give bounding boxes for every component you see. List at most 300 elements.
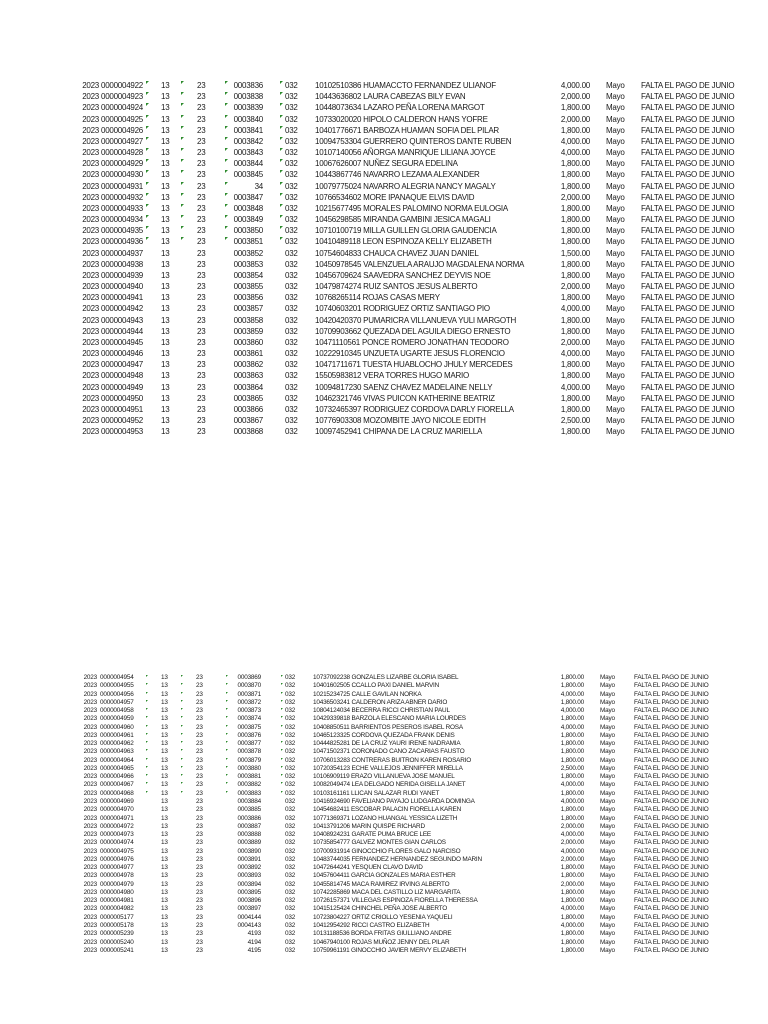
month-cell: Mayo — [600, 806, 615, 814]
year-cell: 2023 — [83, 946, 97, 954]
observation-cell: FALTA EL PAGO DE JUNIO — [634, 913, 709, 921]
document-number-cell: 0000004969 — [100, 797, 134, 805]
receipt-number-cell: 0003849 — [233, 215, 263, 225]
table-row — [0, 315, 768, 326]
code-23-cell: 23 — [196, 797, 203, 805]
document-number-cell: 0000004931 — [101, 181, 143, 191]
ruc-name-cell: 10483744035 FERNANDEZ HERNANDEZ SEGUNDO MARIN — [313, 855, 482, 863]
table-row — [0, 158, 768, 169]
observation-cell: FALTA EL PAGO DE JUNIO — [641, 237, 735, 247]
year-cell: 2023 — [82, 349, 99, 359]
table-row — [0, 270, 768, 281]
ruc-name-cell: 10759961191 GINOCCHIO JAVIER MERVY ELIZABETH — [313, 946, 467, 954]
amount-cell: 1,800.00 — [560, 371, 590, 381]
code-032-cell: 032 — [285, 404, 298, 414]
ruc-name-cell: 10408924231 GARATE PUMA BRUCE LEE — [313, 831, 431, 839]
code-23-cell: 23 — [196, 897, 203, 905]
observation-cell: FALTA EL PAGO DE JUNIO — [641, 304, 735, 314]
amount-cell: 2,500.00 — [560, 416, 590, 426]
receipt-number-cell: 0003884 — [237, 797, 261, 805]
year-cell: 2023 — [82, 215, 99, 225]
amount-cell: 1,800.00 — [560, 203, 590, 213]
ruc-name-cell: 10776903308 MOZOMBITE JAYO NICOLE EDITH — [315, 416, 486, 426]
document-number-cell: 0000005239 — [100, 930, 134, 938]
observation-cell: FALTA EL PAGO DE JUNIO — [641, 427, 735, 437]
year-cell: 2023 — [82, 393, 99, 403]
table-row — [0, 114, 768, 125]
ruc-name-cell: 10804124034 BECERRA RICCI CHRISTIAN PAUL — [313, 707, 450, 715]
table-row — [0, 806, 768, 814]
code-13-cell: 13 — [161, 707, 168, 715]
table-row — [0, 393, 768, 404]
document-number-cell: 0000004929 — [101, 159, 143, 169]
month-cell: Mayo — [606, 92, 625, 102]
receipt-number-cell: 0003874 — [237, 715, 261, 723]
observation-cell: FALTA EL PAGO DE JUNIO — [641, 282, 735, 292]
observation-cell: FALTA EL PAGO DE JUNIO — [641, 159, 735, 169]
ruc-name-cell: 10462321746 VIVAS PUICON KATHERINE BEATRIZ — [315, 393, 495, 403]
table-row — [0, 348, 768, 359]
observation-cell: FALTA EL PAGO DE JUNIO — [634, 748, 709, 756]
ruc-name-cell: 10479874274 RUIZ SANTOS JESUS ALBERTO — [315, 282, 478, 292]
year-cell: 2023 — [82, 136, 99, 146]
ruc-name-cell: 10732465397 RODRIGUEZ CORDOVA DARLY FIORELLA — [315, 404, 514, 414]
amount-cell: 1,800.00 — [560, 740, 584, 748]
ruc-name-cell: 10415125424 CHINCHEL PEÑA JOSE ALBERTO — [313, 905, 448, 913]
code-13-cell: 13 — [161, 930, 168, 938]
month-cell: Mayo — [606, 159, 625, 169]
ruc-name-cell: 10215234725 CALLE GAVILAN NORKA — [313, 690, 422, 698]
code-032-cell: 032 — [285, 293, 298, 303]
receipt-number-cell: 0003848 — [233, 203, 263, 213]
code-23-cell: 23 — [196, 930, 203, 938]
code-13-cell: 13 — [161, 822, 168, 830]
ruc-name-cell: 10420420370 PUMARICRA VILLANUEVA YULI MARGOTH — [315, 315, 516, 325]
code-23-cell: 23 — [196, 822, 203, 830]
ruc-name-cell: 10455814745 MACA RAMIREZ IRVING ALBERTO — [313, 880, 450, 888]
code-032-cell: 032 — [285, 125, 298, 135]
receipt-number-cell: 0003886 — [237, 814, 261, 822]
receipt-number-cell: 0003853 — [233, 259, 263, 269]
code-032-cell: 032 — [285, 839, 296, 847]
document-number-cell: 0000004935 — [101, 226, 143, 236]
ruc-name-cell: 10471502371 CORONADO CANO ZACARIAS FAUSTO — [313, 748, 465, 756]
observation-cell: FALTA EL PAGO DE JUNIO — [641, 270, 735, 280]
document-number-cell: 0000004968 — [100, 789, 134, 797]
year-cell: 2023 — [82, 103, 99, 113]
code-13-cell: 13 — [161, 847, 168, 855]
code-032-cell: 032 — [285, 337, 298, 347]
table-row — [0, 757, 768, 765]
month-cell: Mayo — [606, 203, 625, 213]
code-23-cell: 23 — [196, 773, 203, 781]
amount-cell: 1,800.00 — [560, 888, 584, 896]
receipt-number-cell: 0003860 — [233, 337, 263, 347]
observation-cell: FALTA EL PAGO DE JUNIO — [641, 114, 735, 124]
code-23-cell: 23 — [197, 326, 206, 336]
ruc-name-cell: 10471110561 PONCE ROMERO JONATHAN TEODORO — [315, 337, 509, 347]
observation-cell: FALTA EL PAGO DE JUNIO — [634, 839, 709, 847]
amount-cell: 4,000.00 — [560, 797, 584, 805]
ruc-name-cell: 10456298585 MIRANDA GAMBINI JESICA MAGALI — [315, 215, 491, 225]
receipt-number-cell: 0003845 — [233, 170, 263, 180]
code-23-cell: 23 — [197, 237, 206, 247]
observation-cell: FALTA EL PAGO DE JUNIO — [634, 806, 709, 814]
document-number-cell: 0000004982 — [100, 905, 134, 913]
observation-cell: FALTA EL PAGO DE JUNIO — [634, 707, 709, 715]
amount-cell: 4,000.00 — [560, 905, 584, 913]
year-cell: 2023 — [82, 81, 99, 90]
code-13-cell: 13 — [161, 349, 170, 359]
code-032-cell: 032 — [285, 360, 298, 370]
code-23-cell: 23 — [196, 740, 203, 748]
table-row — [0, 914, 768, 922]
table-row — [0, 930, 768, 938]
amount-cell: 1,800.00 — [560, 360, 590, 370]
ruc-name-cell: 10742285869 MACA DEL CASTILLO LIZ MARGARITA — [313, 888, 461, 896]
code-032-cell: 032 — [285, 913, 296, 921]
receipt-number-cell: 0003891 — [237, 855, 261, 863]
document-number-cell: 0000004948 — [101, 371, 143, 381]
receipt-number-cell: 0003857 — [233, 304, 263, 314]
code-23-cell: 23 — [197, 248, 206, 258]
code-23-cell: 23 — [196, 814, 203, 822]
code-032-cell: 032 — [285, 427, 298, 437]
year-cell: 2023 — [83, 930, 97, 938]
payment-table-upper — [0, 80, 768, 512]
code-23-cell: 23 — [197, 349, 206, 359]
code-13-cell: 13 — [161, 393, 170, 403]
document-number-cell: 0000004943 — [101, 315, 143, 325]
amount-cell: 2,000.00 — [560, 337, 590, 347]
code-23-cell: 23 — [197, 259, 206, 269]
amount-cell: 1,800.00 — [560, 806, 584, 814]
month-cell: Mayo — [606, 181, 625, 191]
document-number-cell: 0000004945 — [101, 337, 143, 347]
code-13-cell: 13 — [161, 192, 170, 202]
document-number-cell: 0000004940 — [101, 282, 143, 292]
year-cell: 2023 — [83, 855, 97, 863]
table-row — [0, 864, 768, 872]
amount-cell: 1,800.00 — [560, 938, 584, 946]
document-number-cell: 0000004971 — [100, 814, 134, 822]
ruc-name-cell: 10737092238 GONZALES LIZARBE GLORIA ISABEL — [313, 674, 459, 681]
table-row — [0, 248, 768, 259]
code-23-cell: 23 — [196, 872, 203, 880]
code-23-cell: 23 — [196, 723, 203, 731]
observation-cell: FALTA EL PAGO DE JUNIO — [641, 315, 735, 325]
code-13-cell: 13 — [161, 282, 170, 292]
ruc-name-cell: 10706013283 CONTRERAS BUITRON KAREN ROSARIO — [313, 756, 471, 764]
observation-cell: FALTA EL PAGO DE JUNIO — [634, 938, 709, 946]
ruc-name-cell: 10215677495 MORALES PALOMINO NORMA EULOGIA — [315, 203, 508, 213]
code-13-cell: 13 — [161, 872, 168, 880]
observation-cell: FALTA EL PAGO DE JUNIO — [634, 690, 709, 698]
table-row — [0, 724, 768, 732]
code-13-cell: 13 — [161, 81, 170, 90]
month-cell: Mayo — [600, 905, 615, 913]
year-cell: 2023 — [82, 148, 99, 158]
table-row — [0, 790, 768, 798]
receipt-number-cell: 0003850 — [233, 226, 263, 236]
code-13-cell: 13 — [161, 170, 170, 180]
observation-cell: FALTA EL PAGO DE JUNIO — [641, 192, 735, 202]
table-row — [0, 839, 768, 847]
document-number-cell: 0000004966 — [100, 773, 134, 781]
code-23-cell: 23 — [196, 715, 203, 723]
month-cell: Mayo — [606, 259, 625, 269]
month-cell: Mayo — [606, 192, 625, 202]
amount-cell: 1,800.00 — [560, 226, 590, 236]
year-cell: 2023 — [82, 237, 99, 247]
amount-cell: 1,800.00 — [560, 270, 590, 280]
code-032-cell: 032 — [285, 781, 296, 789]
table-row — [0, 326, 768, 337]
code-032-cell: 032 — [285, 237, 298, 247]
document-number-cell: 0000004979 — [100, 880, 134, 888]
code-13-cell: 13 — [161, 806, 168, 814]
month-cell: Mayo — [606, 237, 625, 247]
document-number-cell: 0000005178 — [100, 921, 134, 929]
month-cell: Mayo — [606, 427, 625, 437]
document-number-cell: 0000004978 — [100, 872, 134, 880]
code-23-cell: 23 — [196, 674, 203, 681]
table-row — [0, 359, 768, 370]
code-032-cell: 032 — [285, 136, 298, 146]
document-number-cell: 0000004960 — [100, 723, 134, 731]
code-23-cell: 23 — [197, 270, 206, 280]
document-number-cell: 0000004973 — [100, 831, 134, 839]
code-13-cell: 13 — [161, 103, 170, 113]
amount-cell: 4,000.00 — [560, 921, 584, 929]
code-23-cell: 23 — [196, 806, 203, 814]
amount-cell: 1,800.00 — [560, 293, 590, 303]
receipt-number-cell: 0003895 — [237, 888, 261, 896]
table-row — [0, 831, 768, 839]
receipt-number-cell: 0003878 — [237, 748, 261, 756]
observation-cell: FALTA EL PAGO DE JUNIO — [641, 170, 735, 180]
code-032-cell: 032 — [285, 326, 298, 336]
code-032-cell: 032 — [285, 81, 298, 90]
observation-cell: FALTA EL PAGO DE JUNIO — [634, 888, 709, 896]
code-13-cell: 13 — [161, 748, 168, 756]
table-row — [0, 823, 768, 831]
code-13-cell: 13 — [161, 764, 168, 772]
document-number-cell: 0000004977 — [100, 864, 134, 872]
table-row — [0, 337, 768, 348]
code-23-cell: 23 — [197, 360, 206, 370]
code-13-cell: 13 — [161, 270, 170, 280]
table-row — [0, 798, 768, 806]
code-13-cell: 13 — [161, 360, 170, 370]
code-13-cell: 13 — [161, 946, 168, 954]
receipt-number-cell: 0003867 — [233, 416, 263, 426]
code-23-cell: 23 — [196, 880, 203, 888]
month-cell: Mayo — [600, 897, 615, 905]
observation-cell: FALTA EL PAGO DE JUNIO — [641, 382, 735, 392]
month-cell: Mayo — [606, 382, 625, 392]
month-cell: Mayo — [600, 822, 615, 830]
table-row — [0, 292, 768, 303]
year-cell: 2023 — [82, 203, 99, 213]
month-cell: Mayo — [600, 797, 615, 805]
month-cell: Mayo — [606, 293, 625, 303]
receipt-number-cell: 0003880 — [237, 764, 261, 772]
month-cell: Mayo — [600, 864, 615, 872]
code-23-cell: 23 — [196, 946, 203, 954]
month-cell: Mayo — [600, 707, 615, 715]
table-row — [0, 214, 768, 225]
amount-cell: 1,800.00 — [560, 393, 590, 403]
observation-cell: FALTA EL PAGO DE JUNIO — [634, 715, 709, 723]
year-cell: 2023 — [83, 715, 97, 723]
year-cell: 2023 — [83, 698, 97, 706]
code-23-cell: 23 — [197, 181, 206, 191]
document-number-cell: 0000004981 — [100, 897, 134, 905]
receipt-number-cell: 0004144 — [237, 913, 261, 921]
document-number-cell: 0000004941 — [101, 293, 143, 303]
document-number-cell: 0000004963 — [100, 748, 134, 756]
document-number-cell: 0000004937 — [101, 248, 143, 258]
year-cell: 2023 — [83, 831, 97, 839]
table-row — [0, 259, 768, 270]
month-cell: Mayo — [600, 930, 615, 938]
table-row — [0, 102, 768, 113]
amount-cell: 4,000.00 — [560, 707, 584, 715]
receipt-number-cell: 0003897 — [237, 905, 261, 913]
year-cell: 2023 — [82, 226, 99, 236]
code-23-cell: 23 — [196, 690, 203, 698]
code-13-cell: 13 — [161, 416, 170, 426]
code-032-cell: 032 — [285, 159, 298, 169]
amount-cell: 1,800.00 — [560, 215, 590, 225]
code-23-cell: 23 — [196, 913, 203, 921]
code-032-cell: 032 — [285, 831, 296, 839]
observation-cell: FALTA EL PAGO DE JUNIO — [634, 872, 709, 880]
code-13-cell: 13 — [161, 797, 168, 805]
document-number-cell: 0000004976 — [100, 855, 134, 863]
code-032-cell: 032 — [285, 740, 296, 748]
ruc-name-cell: 10709903662 QUEZADA DEL AGUILA DIEGO ERNESTO — [315, 326, 511, 336]
year-cell: 2023 — [83, 797, 97, 805]
month-cell: Mayo — [600, 946, 615, 954]
document-number-cell: 0000004970 — [100, 806, 134, 814]
receipt-number-cell: 0003889 — [237, 839, 261, 847]
document-number-cell: 0000004965 — [100, 764, 134, 772]
ruc-name-cell: 10700931914 GINOCCHIO FLORES GALO NARCISO — [313, 847, 461, 855]
year-cell: 2023 — [83, 905, 97, 913]
document-number-cell: 0000004949 — [101, 382, 143, 392]
month-cell: Mayo — [600, 921, 615, 929]
code-032-cell: 032 — [285, 938, 296, 946]
observation-cell: FALTA EL PAGO DE JUNIO — [634, 864, 709, 872]
code-23-cell: 23 — [196, 789, 203, 797]
year-cell: 2023 — [83, 888, 97, 896]
table-row — [0, 922, 768, 930]
code-23-cell: 23 — [197, 404, 206, 414]
amount-cell: 1,800.00 — [560, 682, 584, 690]
year-cell: 2023 — [82, 360, 99, 370]
year-cell: 2023 — [83, 938, 97, 946]
amount-cell: 1,800.00 — [560, 715, 584, 723]
receipt-number-cell: 0003865 — [233, 393, 263, 403]
month-cell: Mayo — [606, 81, 625, 90]
code-13-cell: 13 — [161, 781, 168, 789]
document-number-cell: 0000004944 — [101, 326, 143, 336]
ruc-name-cell: 10410489118 LEON ESPINOZA KELLY ELIZABETH — [315, 237, 492, 247]
year-cell: 2023 — [82, 259, 99, 269]
table-row — [0, 382, 768, 393]
year-cell: 2023 — [83, 764, 97, 772]
ruc-name-cell: 10467940100 ROJAS MUÑOZ JENNY DEL PILAR — [313, 938, 450, 946]
code-13-cell: 13 — [161, 921, 168, 929]
amount-cell: 1,800.00 — [560, 315, 590, 325]
ruc-name-cell: 10436503241 CALDERON ARIZA ABNER DARIO — [313, 698, 448, 706]
document-number-cell: 0000004952 — [101, 416, 143, 426]
ruc-name-cell: 10465123325 CORDOVA QUEZADA FRANK DENIS — [313, 731, 455, 739]
year-cell: 2023 — [83, 806, 97, 814]
code-032-cell: 032 — [285, 946, 296, 954]
code-032-cell: 032 — [285, 248, 298, 258]
observation-cell: FALTA EL PAGO DE JUNIO — [634, 930, 709, 938]
code-032-cell: 032 — [285, 715, 296, 723]
ruc-name-cell: 10444825281 DE LA CRUZ YAURI IRENE NADRAMIA — [313, 740, 461, 748]
document-number-cell: 0000004936 — [101, 237, 143, 247]
year-cell: 2023 — [82, 125, 99, 135]
amount-cell: 4,000.00 — [560, 148, 590, 158]
year-cell: 2023 — [82, 416, 99, 426]
code-23-cell: 23 — [196, 831, 203, 839]
observation-cell: FALTA EL PAGO DE JUNIO — [641, 416, 735, 426]
code-23-cell: 23 — [196, 905, 203, 913]
table-row — [0, 781, 768, 789]
table-row — [0, 856, 768, 864]
amount-cell: 1,800.00 — [560, 930, 584, 938]
document-number-cell: 0000004934 — [101, 215, 143, 225]
observation-cell: FALTA EL PAGO DE JUNIO — [641, 148, 735, 158]
year-cell: 2023 — [82, 404, 99, 414]
amount-cell: 1,800.00 — [560, 756, 584, 764]
code-13-cell: 13 — [161, 159, 170, 169]
ruc-name-cell: 10735854777 GALVEZ MONTES GIAN CARLOS — [313, 839, 446, 847]
receipt-number-cell: 0003841 — [233, 125, 263, 135]
code-13-cell: 13 — [161, 773, 168, 781]
code-23-cell: 23 — [197, 125, 206, 135]
observation-cell: FALTA EL PAGO DE JUNIO — [641, 360, 735, 370]
year-cell: 2023 — [83, 707, 97, 715]
code-032-cell: 032 — [285, 855, 296, 863]
code-23-cell: 23 — [197, 159, 206, 169]
code-13-cell: 13 — [161, 814, 168, 822]
table-row — [0, 848, 768, 856]
receipt-number-cell: 4195 — [247, 946, 261, 954]
receipt-number-cell: 0003887 — [237, 822, 261, 830]
observation-cell: FALTA EL PAGO DE JUNIO — [641, 125, 735, 135]
code-13-cell: 13 — [161, 237, 170, 247]
month-cell: Mayo — [600, 781, 615, 789]
observation-cell: FALTA EL PAGO DE JUNIO — [634, 682, 709, 690]
receipt-number-cell: 34 — [254, 181, 263, 191]
year-cell: 2023 — [83, 781, 97, 789]
document-number-cell: 0000004924 — [101, 103, 143, 113]
amount-cell: 1,800.00 — [560, 748, 584, 756]
code-13-cell: 13 — [161, 731, 168, 739]
month-cell: Mayo — [606, 393, 625, 403]
table-row — [0, 303, 768, 314]
code-13-cell: 13 — [161, 304, 170, 314]
year-cell: 2023 — [82, 248, 99, 258]
code-23-cell: 23 — [197, 103, 206, 113]
